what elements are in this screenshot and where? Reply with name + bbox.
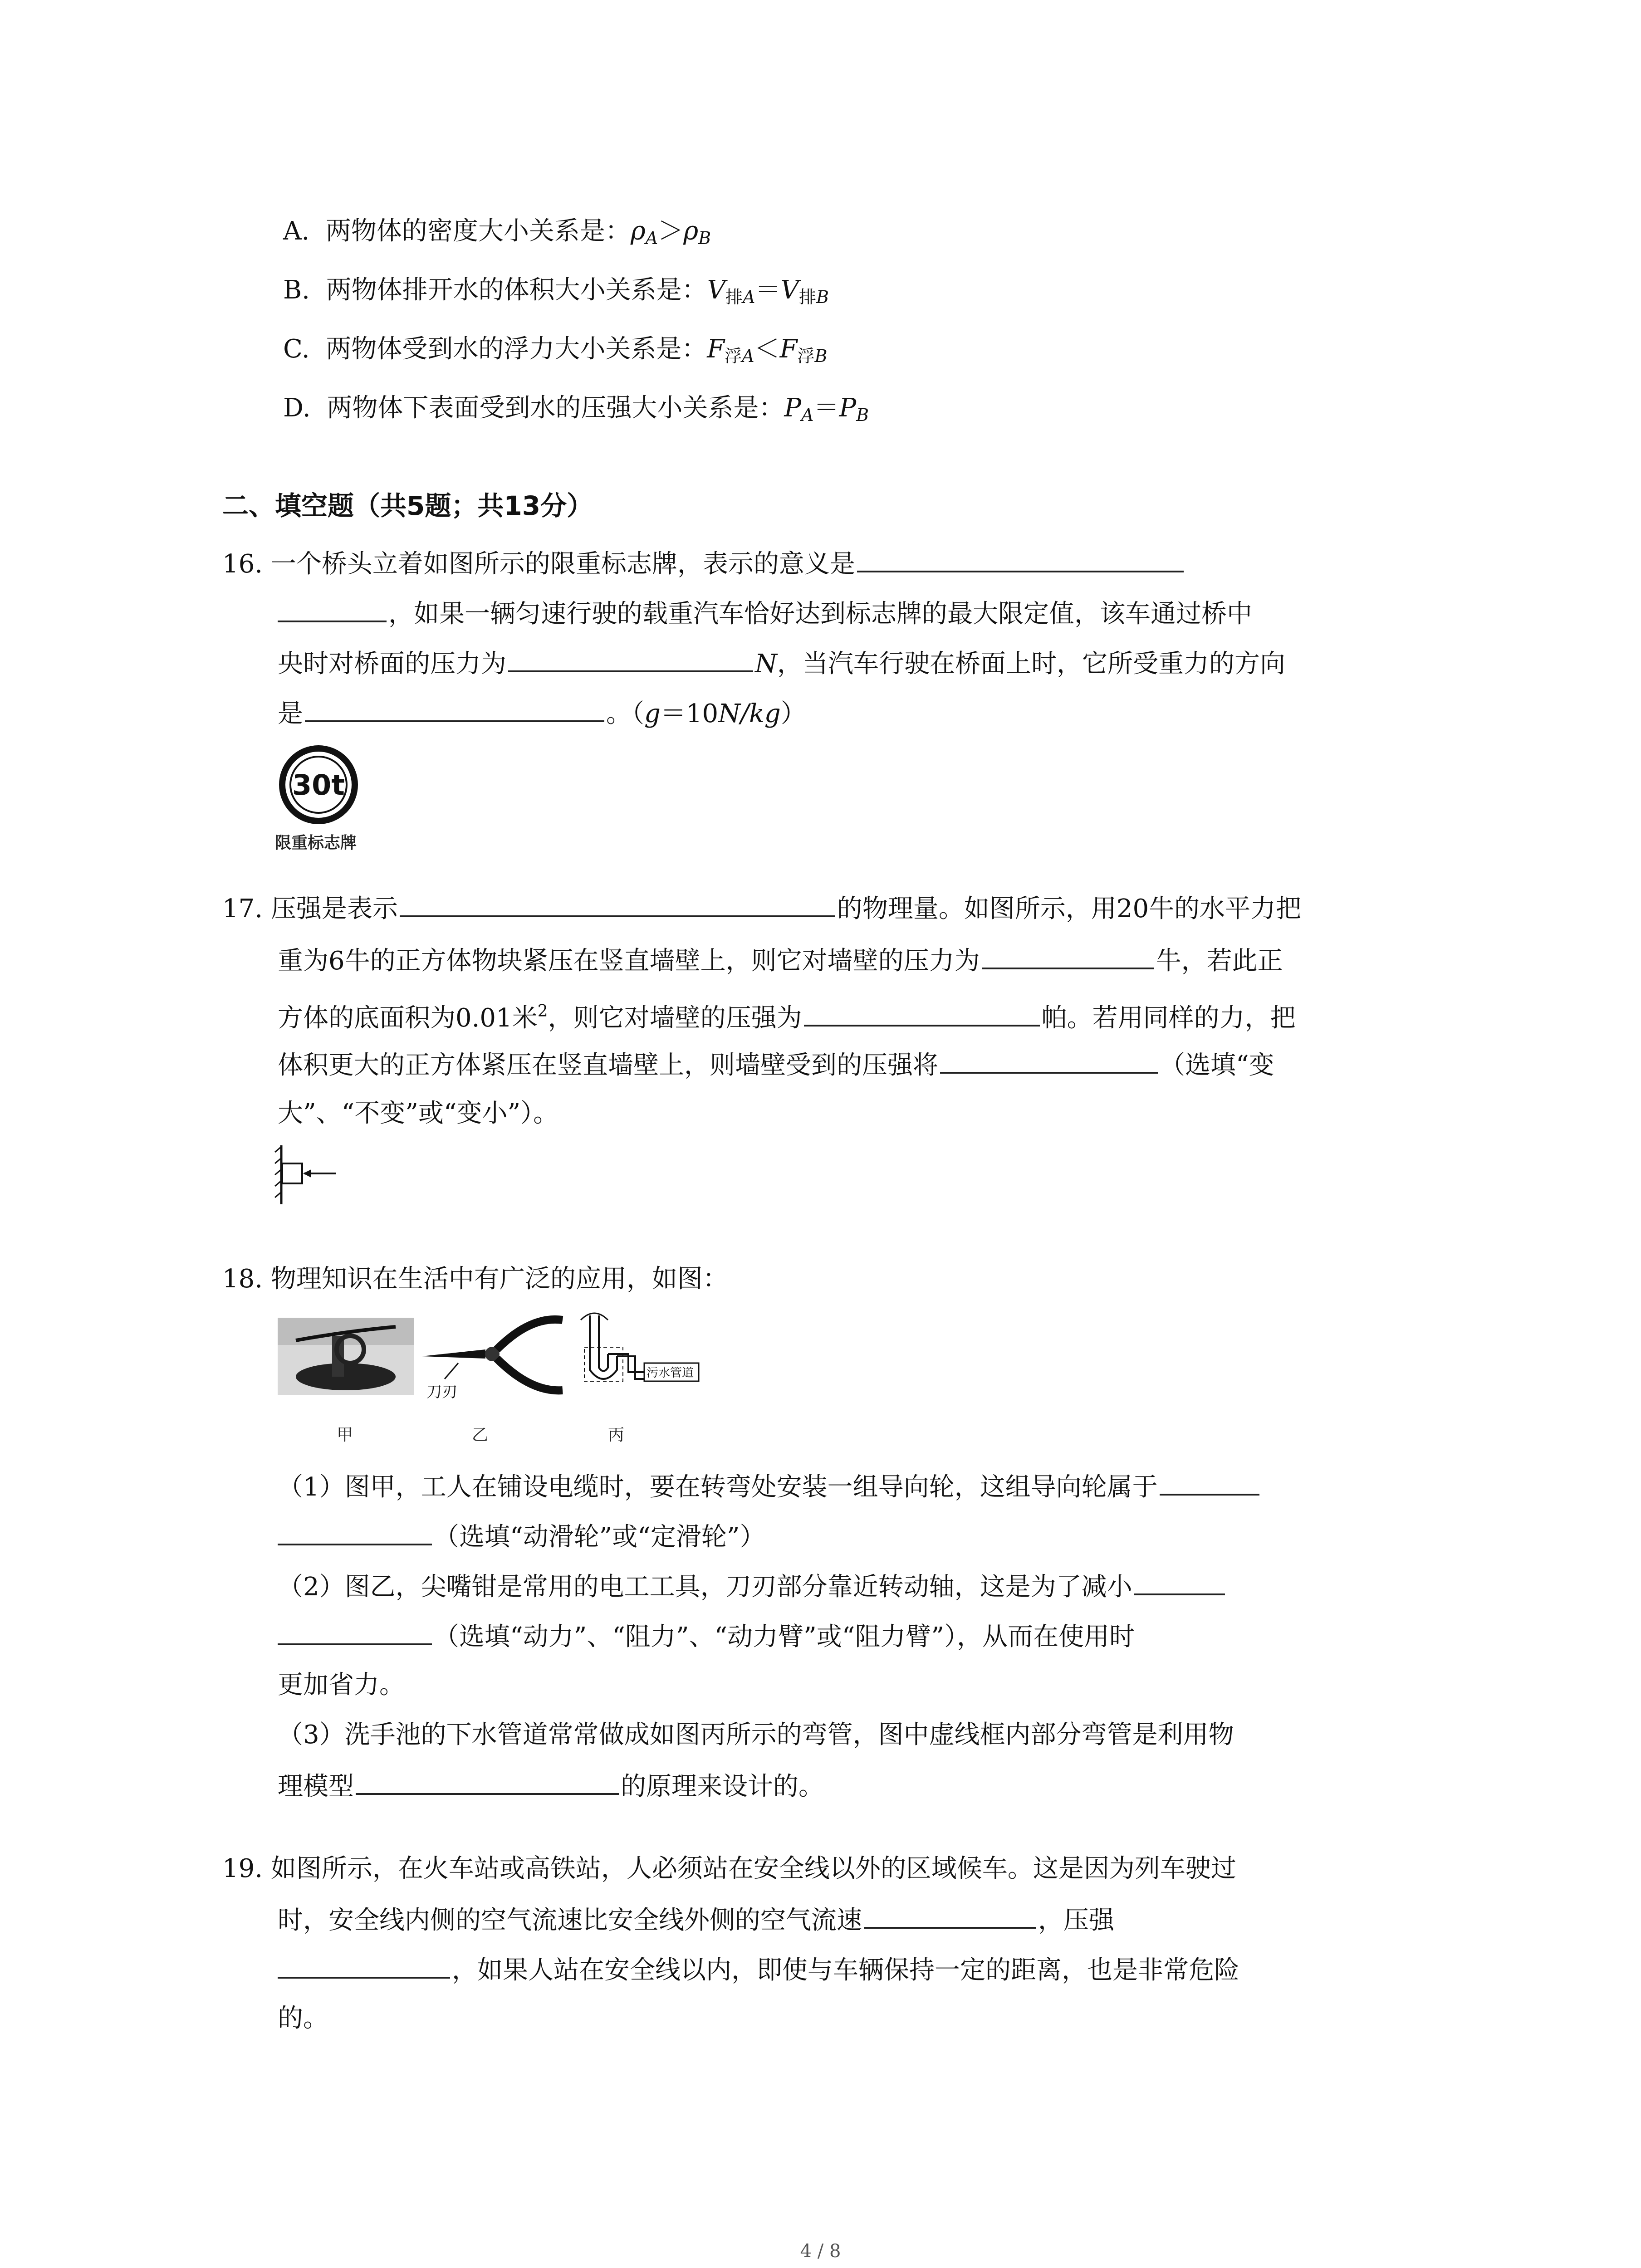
q18-blank-2[interactable] <box>1134 1567 1225 1595</box>
caption-jia: 甲 <box>337 1426 353 1444</box>
q18-blank-2b[interactable] <box>278 1617 432 1645</box>
q16-line1: 16. 一个桥头立着如图所示的限重标志牌，表示的意义是 <box>222 544 1185 582</box>
cable-laying-figure-icon <box>278 1313 414 1399</box>
option-c: C. 两物体受到水的浮力大小关系是：$F_浮A<F_浮B$ <box>283 334 828 366</box>
q17-line5: 大”、“不变”或“变小”）。 <box>278 1099 559 1128</box>
blade-label: 刀刃 <box>426 1383 457 1401</box>
q19-line2: 时，安全线内侧的空气流速比安全线外侧的空气流速 ，压强 <box>278 1901 1114 1939</box>
wall-block-figure-icon <box>272 1143 354 1207</box>
q17-blank-3[interactable] <box>804 998 1040 1026</box>
page-number: 4 / 8 <box>800 2241 841 2262</box>
caption-bing: 丙 <box>608 1426 625 1444</box>
sign-text: 30t <box>292 768 345 802</box>
option-b: B. 两物体排开水的体积大小关系是：$V_排A=V_排B$ <box>283 275 829 307</box>
pipe-label: 污水管道 <box>647 1366 694 1380</box>
q18-part1-line2: （选填“动滑轮”或“定滑轮”） <box>278 1517 765 1555</box>
option-a: A. 两物体的密度大小关系是：ρA＞ρB <box>283 216 711 248</box>
q17-line4: 体积更大的正方体紧压在竖直墙壁上，则墙壁受到的压强将 （选填“变 <box>278 1046 1274 1084</box>
q17-line2: 重为6牛的正方体物块紧压在竖直墙壁上，则它对墙壁的压力为 牛，若此正 <box>278 941 1283 979</box>
q19-blank-1[interactable] <box>864 1901 1036 1929</box>
q19-blank-2[interactable] <box>278 1950 450 1979</box>
q16-line3: 央时对桥面的压力为 N，当汽车行驶在桥面上时，它所受重力的方向 <box>278 644 1285 682</box>
pliers-figure-icon <box>417 1306 567 1406</box>
q18-line1: 18. 物理知识在生活中有广泛的应用，如图： <box>222 1264 728 1294</box>
q18-part2-line2: （选填“动力”、“阻力”、“动力臂”或“阻力臂”），从而在使用时 <box>278 1617 1135 1655</box>
q19-line1: 19. 如图所示，在火车站或高铁站，人必须站在安全线以外的区域候车。这是因为列车驶过 <box>222 1854 1236 1883</box>
q18-part2-line1: （2）图乙，尖嘴钳是常用的电工工具，刀刃部分靠近转动轴，这是为了减小 <box>278 1567 1227 1605</box>
q16-line2: ，如果一辆匀速行驶的载重汽车恰好达到标志牌的最大限定值，该车通过桥中 <box>278 594 1252 632</box>
q17-blank-1[interactable] <box>400 889 835 917</box>
q18-part3-line1: （3）洗手池的下水管道常常做成如图丙所示的弯管，图中虚线框内部分弯管是利用物 <box>278 1720 1234 1750</box>
q18-blank-1[interactable] <box>1160 1467 1259 1496</box>
q16-line4: 是 。（g＝10N/kg） <box>278 694 806 732</box>
q16-blank-1[interactable] <box>857 544 1184 572</box>
q18-blank-3[interactable] <box>356 1767 619 1795</box>
q18-blank-1b[interactable] <box>278 1517 432 1545</box>
q18-part2-line3: 更加省力。 <box>278 1670 405 1700</box>
q18-part3-line2: 理模型 的原理来设计的。 <box>278 1767 824 1805</box>
q17-line1: 17. 压强是表示 的物理量。如图所示，用20牛的水平力把 <box>222 889 1301 927</box>
option-d: D. 两物体下表面受到水的压强大小关系是：PA＝PB <box>283 393 869 425</box>
caption-yi: 乙 <box>472 1426 489 1444</box>
q17-blank-4[interactable] <box>940 1046 1158 1074</box>
q16-blank-3[interactable] <box>305 694 604 722</box>
q19-line4: 的。 <box>278 2004 328 2033</box>
weight-limit-sign-icon <box>278 744 359 826</box>
q17-blank-2[interactable] <box>982 941 1154 969</box>
q16-blank-2[interactable] <box>508 644 753 672</box>
q17-line3: 方体的底面积为0.01米$^2$，则它对墙壁的压强为 帕。若用同样的力，把 <box>278 993 1296 1036</box>
q19-line3: ，如果人站在安全线以内，即使与车辆保持一定的距离，也是非常危险 <box>278 1950 1239 1989</box>
sign-caption: 限重标志牌 <box>275 834 357 852</box>
q16-blank-1b[interactable] <box>278 594 387 622</box>
q18-part1-line1: （1）图甲，工人在铺设电缆时，要在转弯处安装一组导向轮，这组导向轮属于 <box>278 1467 1261 1505</box>
section-title: 二、填空题（共5题；共13分） <box>222 490 593 521</box>
drain-pipe-figure-icon <box>572 1306 717 1397</box>
